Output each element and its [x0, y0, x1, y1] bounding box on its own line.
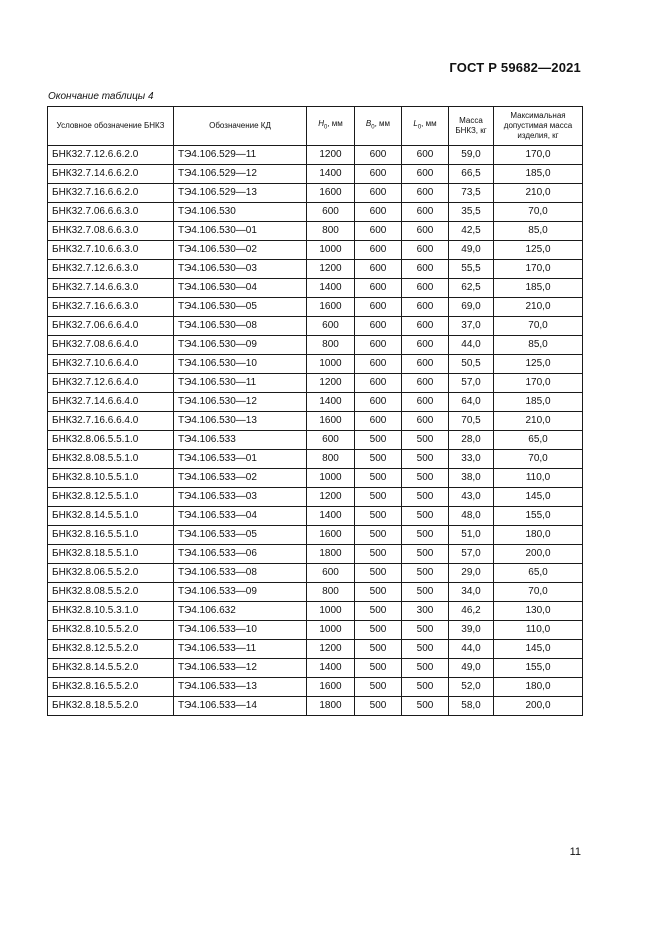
cell-mass: 42,5	[449, 222, 494, 241]
header-mass: Масса БНКЗ, кг	[449, 107, 494, 146]
cell-code: БНК32.8.18.5.5.2.0	[48, 697, 174, 716]
cell-l0: 500	[402, 659, 449, 678]
cell-l0: 600	[402, 355, 449, 374]
cell-code: БНК32.7.10.6.6.3.0	[48, 241, 174, 260]
table-body	[48, 146, 583, 716]
cell-max-mass: 70,0	[494, 203, 583, 222]
cell-h0: 800	[307, 450, 355, 469]
cell-kd: ТЭ4.106.533—08	[174, 564, 307, 583]
cell-kd: ТЭ4.106.533—01	[174, 450, 307, 469]
table-row	[48, 507, 583, 526]
cell-mass: 70,5	[449, 412, 494, 431]
cell-h0: 600	[307, 203, 355, 222]
cell-h0: 1200	[307, 640, 355, 659]
cell-l0: 500	[402, 431, 449, 450]
cell-l0: 500	[402, 697, 449, 716]
page-number: 11	[569, 846, 581, 858]
table-row	[48, 564, 583, 583]
cell-b0: 500	[355, 431, 402, 450]
cell-code: БНК32.8.14.5.5.2.0	[48, 659, 174, 678]
cell-b0: 600	[355, 412, 402, 431]
cell-code: БНК32.7.06.6.6.3.0	[48, 203, 174, 222]
cell-mass: 64,0	[449, 393, 494, 412]
cell-h0: 1600	[307, 184, 355, 203]
table-row	[48, 431, 583, 450]
cell-b0: 500	[355, 564, 402, 583]
cell-max-mass: 110,0	[494, 621, 583, 640]
cell-l0: 500	[402, 488, 449, 507]
table-row	[48, 355, 583, 374]
cell-h0: 1000	[307, 621, 355, 640]
header-b0: $B_0$, мм	[355, 107, 402, 146]
header-l0: $L_0$, мм	[402, 107, 449, 146]
table-row	[48, 279, 583, 298]
cell-l0: 600	[402, 374, 449, 393]
table-caption: Окончание таблицы 4	[48, 91, 154, 102]
cell-h0: 1400	[307, 659, 355, 678]
cell-b0: 600	[355, 279, 402, 298]
cell-mass: 48,0	[449, 507, 494, 526]
cell-h0: 800	[307, 583, 355, 602]
table-row	[48, 165, 583, 184]
cell-l0: 600	[402, 203, 449, 222]
cell-b0: 600	[355, 374, 402, 393]
cell-b0: 600	[355, 317, 402, 336]
table-row	[48, 488, 583, 507]
cell-max-mass: 70,0	[494, 583, 583, 602]
cell-kd: ТЭ4.106.533—04	[174, 507, 307, 526]
cell-code: БНК32.7.14.6.6.2.0	[48, 165, 174, 184]
cell-l0: 600	[402, 146, 449, 165]
cell-l0: 500	[402, 640, 449, 659]
cell-l0: 500	[402, 545, 449, 564]
cell-mass: 50,5	[449, 355, 494, 374]
cell-mass: 57,0	[449, 374, 494, 393]
cell-b0: 500	[355, 545, 402, 564]
cell-kd: ТЭ4.106.529—13	[174, 184, 307, 203]
cell-mass: 49,0	[449, 659, 494, 678]
cell-max-mass: 155,0	[494, 507, 583, 526]
cell-kd: ТЭ4.106.530—03	[174, 260, 307, 279]
cell-code: БНК32.8.10.5.3.1.0	[48, 602, 174, 621]
cell-l0: 600	[402, 260, 449, 279]
cell-b0: 500	[355, 621, 402, 640]
cell-h0: 1400	[307, 165, 355, 184]
cell-kd: ТЭ4.106.529—12	[174, 165, 307, 184]
cell-mass: 46,2	[449, 602, 494, 621]
table-row	[48, 678, 583, 697]
cell-b0: 600	[355, 393, 402, 412]
cell-code: БНК32.8.10.5.5.2.0	[48, 621, 174, 640]
cell-b0: 500	[355, 697, 402, 716]
cell-l0: 500	[402, 507, 449, 526]
cell-max-mass: 125,0	[494, 355, 583, 374]
spec-table	[47, 106, 583, 716]
table-header-row	[48, 107, 583, 146]
table-row	[48, 640, 583, 659]
cell-mass: 58,0	[449, 697, 494, 716]
cell-code: БНК32.8.18.5.5.1.0	[48, 545, 174, 564]
cell-code: БНК32.7.12.6.6.2.0	[48, 146, 174, 165]
header-h0: $H_0$, мм	[307, 107, 355, 146]
cell-max-mass: 125,0	[494, 241, 583, 260]
cell-b0: 600	[355, 222, 402, 241]
cell-max-mass: 210,0	[494, 412, 583, 431]
cell-max-mass: 210,0	[494, 298, 583, 317]
cell-l0: 600	[402, 241, 449, 260]
cell-kd: ТЭ4.106.533—12	[174, 659, 307, 678]
table-row	[48, 602, 583, 621]
cell-mass: 35,5	[449, 203, 494, 222]
cell-l0: 600	[402, 336, 449, 355]
cell-b0: 500	[355, 659, 402, 678]
cell-max-mass: 155,0	[494, 659, 583, 678]
cell-max-mass: 65,0	[494, 431, 583, 450]
cell-max-mass: 170,0	[494, 146, 583, 165]
cell-max-mass: 180,0	[494, 526, 583, 545]
cell-l0: 600	[402, 317, 449, 336]
cell-mass: 33,0	[449, 450, 494, 469]
table-row	[48, 241, 583, 260]
table-row	[48, 659, 583, 678]
cell-l0: 500	[402, 564, 449, 583]
table-row	[48, 412, 583, 431]
cell-code: БНК32.7.12.6.6.4.0	[48, 374, 174, 393]
cell-h0: 1400	[307, 507, 355, 526]
cell-h0: 1200	[307, 260, 355, 279]
cell-h0: 1800	[307, 697, 355, 716]
cell-max-mass: 210,0	[494, 184, 583, 203]
header-kd: Обозначение КД	[174, 107, 307, 146]
cell-code: БНК32.7.10.6.6.4.0	[48, 355, 174, 374]
cell-mass: 37,0	[449, 317, 494, 336]
cell-l0: 500	[402, 526, 449, 545]
cell-kd: ТЭ4.106.530	[174, 203, 307, 222]
table-row	[48, 184, 583, 203]
cell-kd: ТЭ4.106.529—11	[174, 146, 307, 165]
cell-h0: 1000	[307, 241, 355, 260]
table-row	[48, 374, 583, 393]
cell-code: БНК32.8.12.5.5.2.0	[48, 640, 174, 659]
cell-max-mass: 170,0	[494, 260, 583, 279]
cell-l0: 600	[402, 279, 449, 298]
cell-b0: 600	[355, 165, 402, 184]
cell-mass: 44,0	[449, 640, 494, 659]
cell-b0: 600	[355, 184, 402, 203]
cell-code: БНК32.8.16.5.5.2.0	[48, 678, 174, 697]
cell-l0: 500	[402, 450, 449, 469]
cell-mass: 39,0	[449, 621, 494, 640]
cell-max-mass: 85,0	[494, 222, 583, 241]
table-row	[48, 222, 583, 241]
cell-h0: 1200	[307, 488, 355, 507]
standard-number: ГОСТ Р 59682—2021	[449, 60, 581, 75]
cell-mass: 69,0	[449, 298, 494, 317]
table-row	[48, 526, 583, 545]
table-row	[48, 583, 583, 602]
cell-l0: 600	[402, 393, 449, 412]
cell-b0: 500	[355, 450, 402, 469]
cell-max-mass: 130,0	[494, 602, 583, 621]
cell-mass: 73,5	[449, 184, 494, 203]
cell-code: БНК32.7.14.6.6.4.0	[48, 393, 174, 412]
cell-max-mass: 70,0	[494, 317, 583, 336]
cell-kd: ТЭ4.106.533—11	[174, 640, 307, 659]
cell-max-mass: 70,0	[494, 450, 583, 469]
cell-kd: ТЭ4.106.533—14	[174, 697, 307, 716]
cell-b0: 500	[355, 583, 402, 602]
cell-kd: ТЭ4.106.632	[174, 602, 307, 621]
cell-kd: ТЭ4.106.530—08	[174, 317, 307, 336]
cell-kd: ТЭ4.106.533—02	[174, 469, 307, 488]
table-row	[48, 336, 583, 355]
table-row	[48, 317, 583, 336]
cell-h0: 1800	[307, 545, 355, 564]
cell-mass: 52,0	[449, 678, 494, 697]
table-row	[48, 146, 583, 165]
cell-kd: ТЭ4.106.530—01	[174, 222, 307, 241]
cell-max-mass: 185,0	[494, 279, 583, 298]
table-row	[48, 298, 583, 317]
cell-l0: 500	[402, 621, 449, 640]
cell-kd: ТЭ4.106.533	[174, 431, 307, 450]
cell-mass: 51,0	[449, 526, 494, 545]
cell-kd: ТЭ4.106.533—09	[174, 583, 307, 602]
header-code: Условное обозначение БНКЗ	[48, 107, 174, 146]
cell-code: БНК32.8.12.5.5.1.0	[48, 488, 174, 507]
cell-max-mass: 145,0	[494, 488, 583, 507]
cell-mass: 62,5	[449, 279, 494, 298]
cell-mass: 29,0	[449, 564, 494, 583]
cell-kd: ТЭ4.106.533—06	[174, 545, 307, 564]
cell-code: БНК32.8.08.5.5.1.0	[48, 450, 174, 469]
cell-code: БНК32.8.14.5.5.1.0	[48, 507, 174, 526]
table-row	[48, 393, 583, 412]
cell-kd: ТЭ4.106.533—05	[174, 526, 307, 545]
table-row	[48, 545, 583, 564]
cell-max-mass: 170,0	[494, 374, 583, 393]
cell-mass: 57,0	[449, 545, 494, 564]
cell-code: БНК32.7.06.6.6.4.0	[48, 317, 174, 336]
cell-h0: 1600	[307, 678, 355, 697]
cell-code: БНК32.8.10.5.5.1.0	[48, 469, 174, 488]
cell-b0: 600	[355, 241, 402, 260]
cell-code: БНК32.8.06.5.5.2.0	[48, 564, 174, 583]
cell-mass: 49,0	[449, 241, 494, 260]
cell-code: БНК32.7.16.6.6.4.0	[48, 412, 174, 431]
cell-mass: 34,0	[449, 583, 494, 602]
cell-code: БНК32.7.16.6.6.2.0	[48, 184, 174, 203]
cell-kd: ТЭ4.106.530—12	[174, 393, 307, 412]
cell-h0: 600	[307, 564, 355, 583]
cell-b0: 600	[355, 336, 402, 355]
cell-kd: ТЭ4.106.530—02	[174, 241, 307, 260]
cell-h0: 1600	[307, 526, 355, 545]
cell-l0: 500	[402, 678, 449, 697]
cell-code: БНК32.7.16.6.6.3.0	[48, 298, 174, 317]
cell-code: БНК32.7.12.6.6.3.0	[48, 260, 174, 279]
cell-kd: ТЭ4.106.530—10	[174, 355, 307, 374]
cell-l0: 300	[402, 602, 449, 621]
cell-mass: 43,0	[449, 488, 494, 507]
cell-mass: 38,0	[449, 469, 494, 488]
cell-max-mass: 185,0	[494, 165, 583, 184]
cell-b0: 500	[355, 507, 402, 526]
cell-kd: ТЭ4.106.530—13	[174, 412, 307, 431]
cell-l0: 600	[402, 165, 449, 184]
cell-l0: 600	[402, 184, 449, 203]
cell-mass: 66,5	[449, 165, 494, 184]
cell-h0: 600	[307, 431, 355, 450]
cell-kd: ТЭ4.106.530—09	[174, 336, 307, 355]
table-row	[48, 450, 583, 469]
cell-mass: 28,0	[449, 431, 494, 450]
cell-max-mass: 185,0	[494, 393, 583, 412]
cell-max-mass: 200,0	[494, 697, 583, 716]
table-row	[48, 621, 583, 640]
cell-h0: 800	[307, 336, 355, 355]
cell-mass: 44,0	[449, 336, 494, 355]
cell-l0: 600	[402, 222, 449, 241]
cell-h0: 1000	[307, 602, 355, 621]
cell-max-mass: 85,0	[494, 336, 583, 355]
cell-l0: 600	[402, 298, 449, 317]
cell-b0: 500	[355, 678, 402, 697]
cell-b0: 600	[355, 355, 402, 374]
cell-code: БНК32.8.08.5.5.2.0	[48, 583, 174, 602]
cell-kd: ТЭ4.106.533—13	[174, 678, 307, 697]
cell-h0: 1400	[307, 393, 355, 412]
cell-kd: ТЭ4.106.533—10	[174, 621, 307, 640]
cell-max-mass: 110,0	[494, 469, 583, 488]
cell-b0: 500	[355, 469, 402, 488]
cell-h0: 1200	[307, 146, 355, 165]
cell-h0: 1600	[307, 298, 355, 317]
cell-b0: 600	[355, 146, 402, 165]
cell-kd: ТЭ4.106.530—04	[174, 279, 307, 298]
cell-h0: 1000	[307, 469, 355, 488]
cell-h0: 1000	[307, 355, 355, 374]
cell-kd: ТЭ4.106.530—11	[174, 374, 307, 393]
cell-mass: 59,0	[449, 146, 494, 165]
cell-kd: ТЭ4.106.533—03	[174, 488, 307, 507]
cell-h0: 1200	[307, 374, 355, 393]
cell-l0: 600	[402, 412, 449, 431]
cell-b0: 600	[355, 203, 402, 222]
cell-h0: 800	[307, 222, 355, 241]
cell-code: БНК32.8.16.5.5.1.0	[48, 526, 174, 545]
cell-l0: 500	[402, 469, 449, 488]
cell-b0: 500	[355, 488, 402, 507]
cell-h0: 600	[307, 317, 355, 336]
cell-l0: 500	[402, 583, 449, 602]
cell-b0: 600	[355, 298, 402, 317]
table-row	[48, 260, 583, 279]
cell-code: БНК32.8.06.5.5.1.0	[48, 431, 174, 450]
cell-max-mass: 65,0	[494, 564, 583, 583]
cell-code: БНК32.7.08.6.6.4.0	[48, 336, 174, 355]
cell-h0: 1600	[307, 412, 355, 431]
cell-b0: 600	[355, 260, 402, 279]
cell-max-mass: 145,0	[494, 640, 583, 659]
cell-max-mass: 180,0	[494, 678, 583, 697]
cell-kd: ТЭ4.106.530—05	[174, 298, 307, 317]
table-row	[48, 469, 583, 488]
cell-code: БНК32.7.14.6.6.3.0	[48, 279, 174, 298]
table-row	[48, 203, 583, 222]
cell-b0: 500	[355, 526, 402, 545]
cell-b0: 500	[355, 640, 402, 659]
cell-h0: 1400	[307, 279, 355, 298]
cell-mass: 55,5	[449, 260, 494, 279]
table-row	[48, 697, 583, 716]
cell-b0: 500	[355, 602, 402, 621]
header-max-mass: Максимальная допустимая масса изделия, кг	[494, 107, 583, 146]
cell-code: БНК32.7.08.6.6.3.0	[48, 222, 174, 241]
cell-max-mass: 200,0	[494, 545, 583, 564]
